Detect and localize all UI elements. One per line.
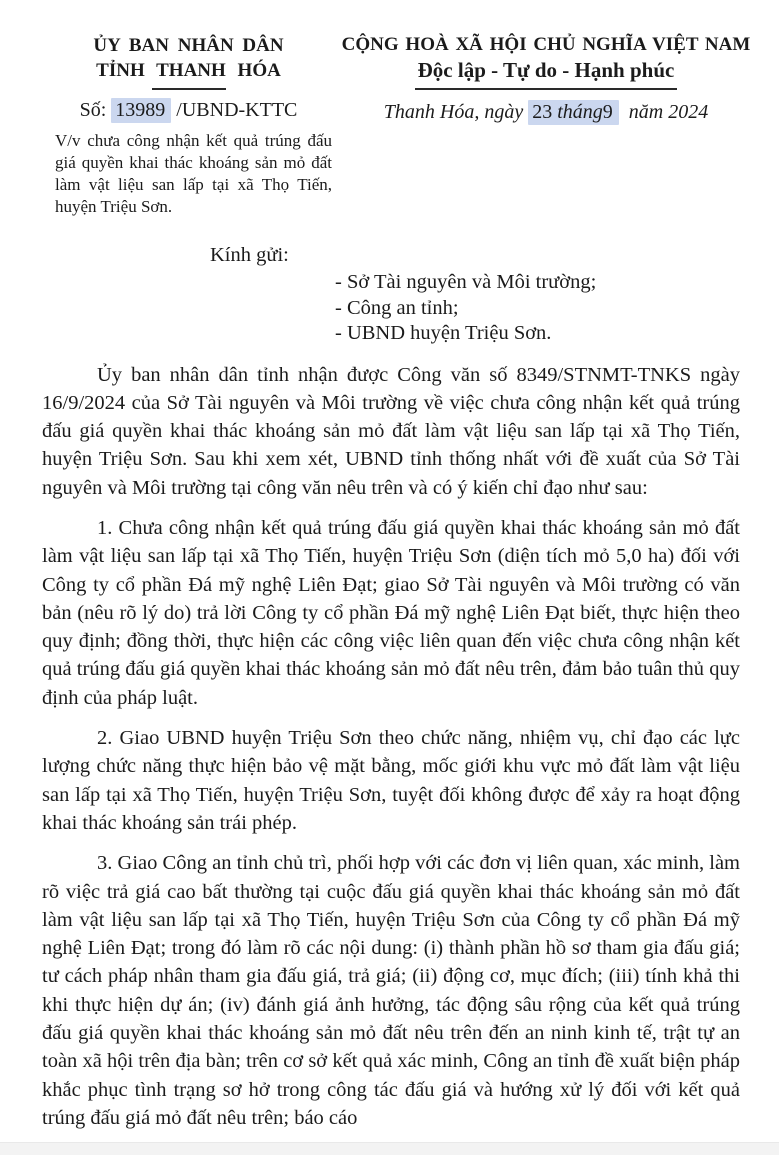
document-number-label: Số: xyxy=(79,99,107,121)
date-place-prefix: Thanh Hóa, ngày xyxy=(383,101,524,123)
scan-bottom-edge xyxy=(0,1142,779,1155)
national-name: CỘNG HOÀ XÃ HỘI CHỦ NGHĨA VIỆT NAM xyxy=(341,34,751,55)
date-day: 23 xyxy=(532,101,553,123)
motto-underline xyxy=(415,88,677,90)
document-number-symbol: /UBND-KTTC xyxy=(176,99,298,121)
national-heading-block xyxy=(335,33,757,218)
issuer-underline xyxy=(152,88,226,90)
document-number-line xyxy=(42,97,335,123)
body-paragraph-1: 1. Chưa công nhận kết quả trúng đấu giá quyền khai thác khoáng sản mỏ đất làm vật liệu san lấp tại xã Thọ Tiến, huyện Triệu Sơn (diện tích mỏ 5,0 ha) đối với Công ty cổ phần Đá mỹ nghệ Liên Đạt; giao Sở Tài nguyên và Môi trường có văn bản (nêu rõ lý do) trả lời Công ty cổ phần Đá mỹ nghệ Liên Đạt biết, thực hiện theo quy định; đồng thời, thực hiện các công việc liên quan đến việc chưa công nhận kết quả trúng đấu giá quyền khai thác khoáng sản mỏ đất nêu trên, đảm bảo tuân thủ quy định của pháp luật. xyxy=(42,516,740,709)
date-month: 9 xyxy=(602,101,613,123)
date-month-word: tháng xyxy=(557,101,603,123)
document-number-value-highlighted: 13989 xyxy=(111,98,171,123)
date-highlighted-value xyxy=(528,100,619,125)
issuer-name-line2: TỈNH THANH HÓA xyxy=(96,60,281,81)
salutation-label: Kính gửi: xyxy=(210,244,289,266)
issuer-block xyxy=(42,33,335,218)
recipient-item: - Công an tỉnh; xyxy=(335,296,459,319)
place-date-line xyxy=(335,99,757,125)
national-motto: Độc lập - Tự do - Hạnh phúc xyxy=(417,58,675,82)
body-paragraph-3: 3. Giao Công an tỉnh chủ trì, phối hợp với các đơn vị liên quan, xác minh, làm rõ việc trả giá cao bất thường tại cuộc đấu giá quyền khai thác khoáng sản mỏ đất làm vật liệu san lấp tại xã Thọ Tiến, huyện Triệu Sơn của Công ty cổ phần Đá mỹ nghệ Liên Đạt; trong đó làm rõ các nội dung: (i) thành phần hồ sơ tham gia đấu giá; tư cách pháp nhân tham gia đấu giá, trả giá; (ii) động cơ, mục đích; (iii) tính khả thi khi thực hiện dự án; (iv) đánh giá ảnh hưởng, tác động sâu rộng của kết quả trúng đấu giá quyền khai thác khoáng sản mỏ đất nêu trên đến an ninh kinh tế, trật tự an toàn xã hội trên địa bàn; trên cơ sở kết quả xác minh, Công an tỉnh đề xuất biện pháp khắc phục tình trạng sơ hở trong công tác đấu giá và hướng xử lý đối với kết quả trúng đấu giá mỏ đất nêu trên; báo cáo xyxy=(42,852,740,1129)
document-body xyxy=(42,361,740,1133)
body-paragraph-intro: Ủy ban nhân dân tỉnh nhận được Công văn số 8349/STNMT-TNKS ngày 16/9/2024 của Sở Tài nguyên và Môi trường về việc chưa công nhận kết quả trúng đấu giá quyền khai thác khoáng sản mỏ đất làm vật liệu san lấp tại xã Thọ Tiến, huyện Triệu Sơn. Sau khi xem xét, UBND tỉnh thống nhất với đề xuất của Sở Tài nguyên và Môi trường tại công văn nêu trên và có ý kiến chỉ đạo như sau: xyxy=(42,363,740,499)
document-header xyxy=(0,0,779,218)
body-paragraph-2: 2. Giao UBND huyện Triệu Sơn theo chức năng, nhiệm vụ, chỉ đạo các lực lượng chức năng thực hiện bảo vệ mặt bằng, mốc giới khu vực mỏ đất làm vật liệu san lấp tại xã Thọ Tiến, huyện Triệu Sơn, tuyệt đối không được để xảy ra hoạt động khai thác khoáng sản trái phép. xyxy=(42,727,740,834)
issuer-name-line1: ỦY BAN NHÂN DÂN xyxy=(93,35,284,56)
date-year-suffix: năm 2024 xyxy=(628,101,709,123)
recipient-item: - UBND huyện Triệu Sơn. xyxy=(335,322,552,344)
document-subject: V/v chưa công nhận kết quả trúng đấu giá quyền khai thác khoáng sản mỏ đất làm vật liệu san lấp tại xã Thọ Tiến, huyện Triệu Sơn. xyxy=(55,131,332,216)
recipient-item: - Sở Tài nguyên và Môi trường; xyxy=(335,271,597,293)
recipients-list xyxy=(335,270,779,347)
